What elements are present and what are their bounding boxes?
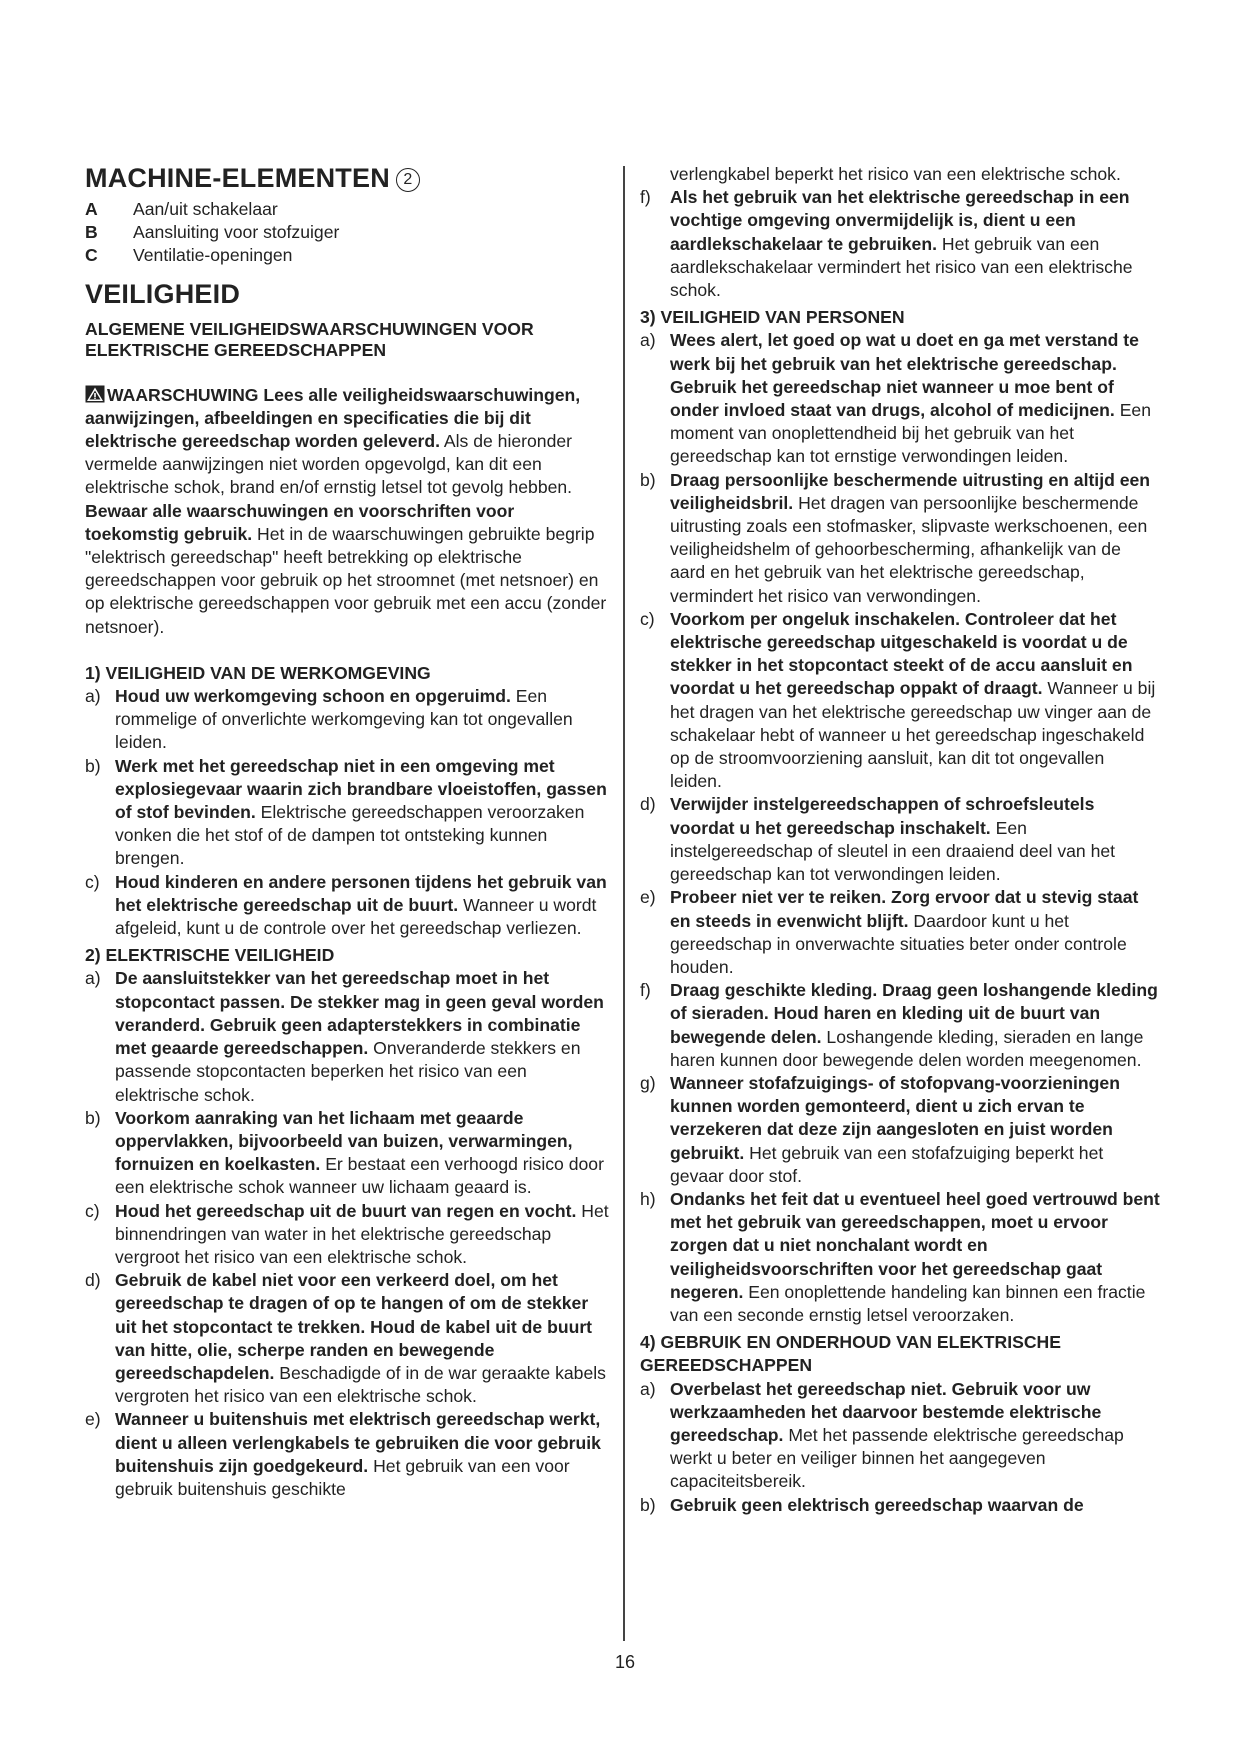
list-item: c) Voorkom per ongeluk inschakelen. Controleer dat het elektrische gereedschap uitgeschakeld is voordat u de stekker in het stopcontact steekt of de accu aansluit en voordat u het gereedschap oppakt of draagt. Wanneer u bij het dragen van het elektrische gereedschap uw vinger aan de schakelaar hebt of wanneer u het gereedschap ingeschakeld op de stroomvoorziening aansluit, kan dit tot ongevallen leiden. — [640, 608, 1156, 792]
general-warnings-heading: ALGEMENE VEILIGHEIDSWAARSCHUWINGEN VOOR ELEKTRISCHE GEREEDSCHAPPEN — [85, 318, 534, 360]
list-item: A Aan/uit schakelaar — [85, 199, 278, 219]
list-item: d) Gebruik de kabel niet voor een verkeerd doel, om het gereedschap te dragen of op te hangen of om de stekker uit het stopcontact te trekken. Houd de kabel uit de buurt van hitte, olie, scherpe randen en bewegende gereedschapdelen. Beschadigde of in de war geraakte kabels vergroten het risico van een elektrische schok. — [85, 1270, 606, 1407]
warning-triangle-icon — [85, 385, 105, 403]
list-item: a) De aansluitstekker van het gereedschap moet in het stopcontact passen. De stekker mag in geen geval worden veranderd. Gebruik geen adapterstekkers in combinatie met geaarde gereedschappen. Onveranderde stekkers en passende stopcontacten beperken het risico van een elektrische schok. — [85, 968, 604, 1105]
left-column — [85, 162, 610, 1501]
list-item: b) Draag persoonlijke beschermende uitrusting en altijd een veiligheidsbril. Het dragen van persoonlijke beschermende uitrusting zoals een stofmasker, slipvaste werkschoenen, een veiligheidshelm of gehoorbescherming, afhankelijk van de aard en het gebruik van het elektrische gereedschap, vermindert het risico van verwondingen. — [640, 469, 1151, 606]
list-item: e) Probeer niet ver te reiken. Zorg ervoor dat u stevig staat en steeds in evenwicht blijft. Daardoor kunt u het gereedschap in onverwachte situaties beter onder controle houden. — [640, 887, 1139, 977]
list-item: C Ventilatie-openingen — [85, 245, 293, 266]
element-list — [85, 198, 610, 268]
section-heading: 1) VEILIGHEID VAN DE WERKOMGEVING — [85, 662, 431, 683]
list-item: b) Werk met het gereedschap niet in een omgeving met explosiegevaar waarin zich brandbare vloeistoffen, gassen of stof bevinden. Elektrische gereedschappen veroorzaken vonken die het stof of de dampen tot ontsteking kunnen brengen. — [85, 755, 607, 869]
list-item: B Aansluiting voor stofzuiger — [85, 222, 340, 243]
list-item: a) Overbelast het gereedschap niet. Gebruik voor uw werkzaamheden het daarvoor bestemde elektrische gereedschap. Met het passende elektrische gereedschap werkt u beter en veiliger binnen het aangegeven capaciteitsbereik. — [640, 1378, 1124, 1492]
section-heading: 2) ELEKTRISCHE VEILIGHEID — [85, 945, 335, 966]
list-item: g) Wanneer stofafzuigings- of stofopvang-voorzieningen kunnen worden gemonteerd, dient u zich ervan te verzekeren dat deze zijn aangesloten en juist worden gebruikt. Het gebruik van een stofafzuiging beperkt het gevaar door stof. — [640, 1072, 1120, 1186]
machine-elements-title: MACHINE-ELEMENTEN 2 — [85, 162, 610, 194]
list-item: verlengkabel beperkt het risico van een elektrische schok. — [670, 164, 1121, 184]
list-item: h) Ondanks het feit dat u eventueel heel goed vertrouwd bent met het gebruik van gereedschappen, moet u ervoor zorgen dat u niet nonchalant wordt en veiligheidsvoorschriften voor het gereedschap gaat negeren. Een onoplettende handeling kan binnen een fractie van een seconde ernstig letsel veroorzaken. — [640, 1188, 1160, 1325]
list-item: f) Draag geschikte kleding. Draag geen loshangende kleding of sieraden. Houd haren en kleding uit de buurt van bewegende delen. Loshangende kleding, sieraden en lange haren kunnen door bewegende delen worden meegenomen. — [640, 980, 1158, 1070]
list-item: c) Houd kinderen en andere personen tijdens het gebruik van het elektrische gereedschap uit de buurt. Wanneer u wordt afgeleid, kunt u de controle over het gereedschap verliezen. — [85, 871, 607, 939]
figure-ref: 2 — [396, 168, 420, 192]
list-item: e) Wanneer u buitenshuis met elektrisch gereedschap werkt, dient u alleen verlengkabels te gebruiken die voor gebruik buitenshuis zijn goedgekeurd. Het gebruik van een voor gebruik buitenshuis geschikte — [85, 1409, 601, 1499]
page-number: 16 — [614, 1652, 636, 1672]
safety-title: VEILIGHEID — [85, 278, 241, 309]
list-item: c) Houd het gereedschap uit de buurt van regen en vocht. Het binnendringen van water in het elektrische gereedschap vergroot het risico van een elektrische schok. — [85, 1200, 609, 1267]
warning-paragraph: WAARSCHUWING Lees alle veiligheidswaarschuwingen, aanwijzingen, afbeeldingen en specificaties die bij dit elektrische gereedschap worden geleverd. Als de hieronder vermelde aanwijzingen niet worden opgevolgd, kan dit een elektrische schok, brand en/of ernstig letsel tot gevolg hebben. Bewaar alle waarschuwingen en voorschriften voor toekomstig gebruik. Het in de waarschuwingen gebruikte begrip "elektrisch gereedschap" heeft betrekking op elektrische gereedschappen voor gebruik op het stroomnet (met netsnoer) en op elektrische gereedschappen voor gebruik met een accu (zonder netsnoer). — [85, 384, 607, 637]
section-heading: 4) GEBRUIK EN ONDERHOUD VAN ELEKTRISCHE GEREEDSCHAPPEN — [640, 1332, 1061, 1376]
list-item: d) Verwijder instelgereedschappen of schroefsleutels voordat u het gereedschap inschakelt. Een instelgereedschap of sleutel in een draaiend deel van het gereedschap kan tot verwondingen leiden. — [640, 794, 1116, 885]
right-column — [640, 163, 1160, 1517]
list-item: b) Gebruik geen elektrisch gereedschap waarvan de — [640, 1494, 1084, 1515]
list-item: a) Houd uw werkomgeving schoon en opgeruimd. Een rommelige of onverlichte werkomgeving kan tot ongevallen leiden. — [85, 686, 573, 753]
section-heading: 3) VEILIGHEID VAN PERSONEN — [640, 307, 905, 328]
column-divider — [623, 166, 625, 1641]
list-item: a) Wees alert, let goed op wat u doet en ga met verstand te werk bij het gebruik van het elektrische gereedschap. Gebruik het gereedschap niet wanneer u moe bent of onder invloed staat van drugs, alcohol of medicijnen. Een moment van onoplettendheid bij het gebruik van het gereedschap kan tot ernstige verwondingen leiden. — [640, 330, 1152, 467]
list-item: f) Als het gebruik van het elektrische gereedschap in een vochtige omgeving onvermijdelijk is, dient u een aardlekschakelaar te gebruiken. Het gebruik van een aardlekschakelaar vermindert het risico van een elektrische schok. — [640, 187, 1133, 301]
list-item: b) Voorkom aanraking van het lichaam met geaarde oppervlakken, bijvoorbeeld van buizen, verwarmingen, fornuizen en koelkasten. Er bestaat een verhoogd risico door een elektrische schok wanneer uw lichaam geaard is. — [85, 1107, 604, 1198]
